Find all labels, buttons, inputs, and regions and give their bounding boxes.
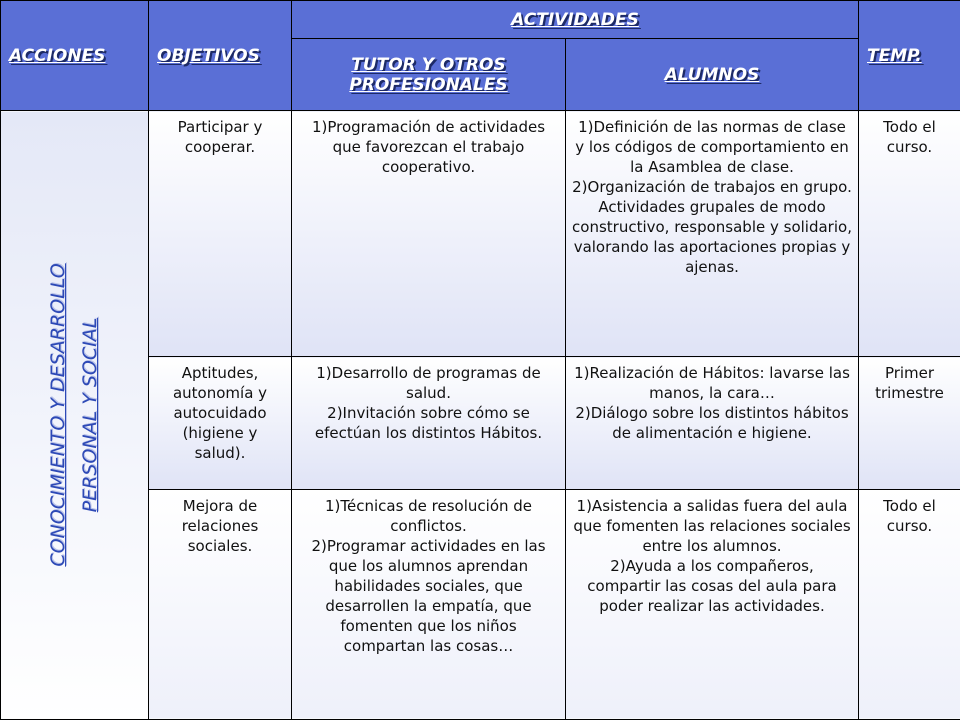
- header-alumnos: ALUMNOS: [566, 39, 859, 111]
- header-temp: TEMP.: [859, 1, 960, 111]
- alumnos-cell: 1)Definición de las normas de clase y los códigos de comportamiento en la Asamblea de clase. 2)Organización de trabajos en grupo. Actividades grupales de modo constructivo, responsable y solidario, valorando las aportaciones propias y ajenas.: [566, 111, 859, 357]
- objetivo-cell: Mejora de relaciones sociales.: [149, 489, 292, 719]
- temp-cell: Todo el curso.: [859, 489, 960, 719]
- tutor-cell: 1)Programación de actividades que favorezcan el trabajo cooperativo.: [292, 111, 566, 357]
- objetivo-cell: Participar y cooperar.: [149, 111, 292, 357]
- alumnos-cell: 1)Realización de Hábitos: lavarse las manos, la cara… 2)Diálogo sobre los distintos hábitos de alimentación e higiene.: [566, 357, 859, 489]
- table-row: [1, 111, 960, 357]
- temp-cell: Todo el curso.: [859, 111, 960, 357]
- alumnos-cell: 1)Asistencia a salidas fuera del aula que fomenten las relaciones sociales entre los alumnos. 2)Ayuda a los compañeros, compartir las cosas del aula para poder realizar las actividades.: [566, 489, 859, 719]
- objetivo-cell: Aptitudes, autonomía y autocuidado (higiene y salud).: [149, 357, 292, 489]
- header-objetivos: OBJETIVOS: [149, 1, 292, 111]
- tutor-cell: 1)Técnicas de resolución de conflictos. 2)Programar actividades en las que los alumnos aprendan habilidades sociales, que desarrollen la empatía, que fomenten que los niños compartan las cosas…: [292, 489, 566, 719]
- tutor-cell: 1)Desarrollo de programas de salud. 2)Invitación sobre cómo se efectúan los distintos Hábitos.: [292, 357, 566, 489]
- header-tutor: TUTOR Y OTROS PROFESIONALES: [292, 39, 566, 111]
- side-label-cell: [1, 111, 149, 720]
- temp-cell: Primer trimestre: [859, 357, 960, 489]
- header-acciones: ACCIONES: [1, 1, 149, 111]
- side-label: CONOCIMIENTO Y DESARROLLO PERSONAL Y SOCIAL: [47, 263, 101, 567]
- header-actividades: ACTIVIDADES: [292, 1, 859, 39]
